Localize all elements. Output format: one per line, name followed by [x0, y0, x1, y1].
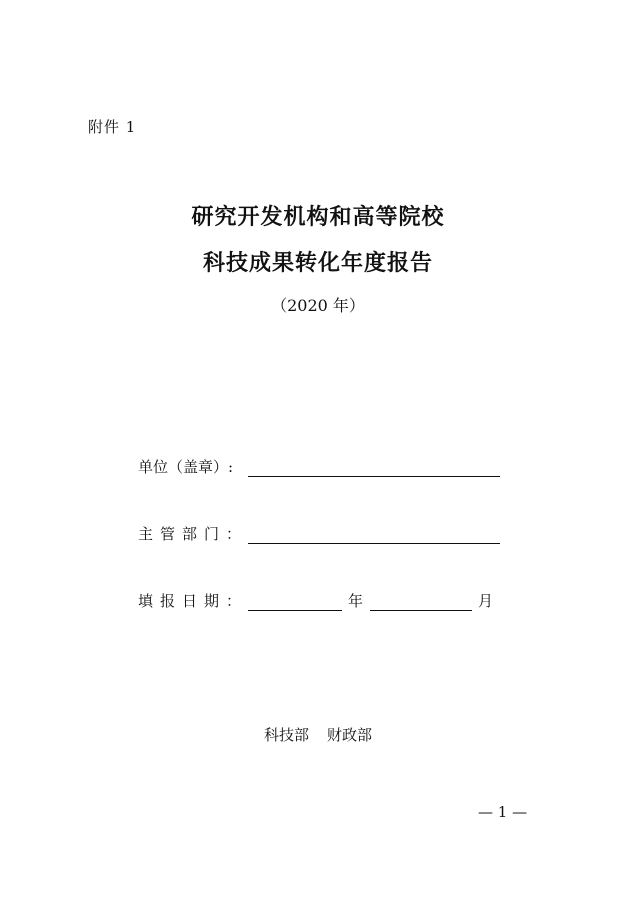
issuing-departments: [0, 724, 636, 745]
unit-field-line[interactable]: [248, 476, 500, 477]
report-year: （2020 年）: [271, 296, 365, 315]
issuer-ministry-of-science: 科技部: [263, 726, 309, 744]
report-title-line-2: 科技成果转化年度报告: [202, 251, 433, 276]
fill-date-field-label: 填报日期：: [138, 592, 249, 610]
report-title-line-1: 研究开发机构和高等院校: [191, 205, 445, 230]
authority-field-label: 主管部门：: [138, 525, 249, 543]
fill-date-year-line[interactable]: [248, 610, 342, 611]
fill-date-month-line[interactable]: [370, 610, 472, 611]
page-number: — 1 —: [478, 803, 528, 821]
issuer-ministry-of-finance: 财政部: [327, 726, 373, 744]
attachment-label: 附件 1: [88, 118, 137, 136]
unit-field-label: 单位（盖章）:: [138, 458, 234, 476]
month-suffix: 月: [478, 592, 494, 610]
authority-field-line[interactable]: [248, 543, 500, 544]
year-suffix: 年: [348, 592, 364, 610]
